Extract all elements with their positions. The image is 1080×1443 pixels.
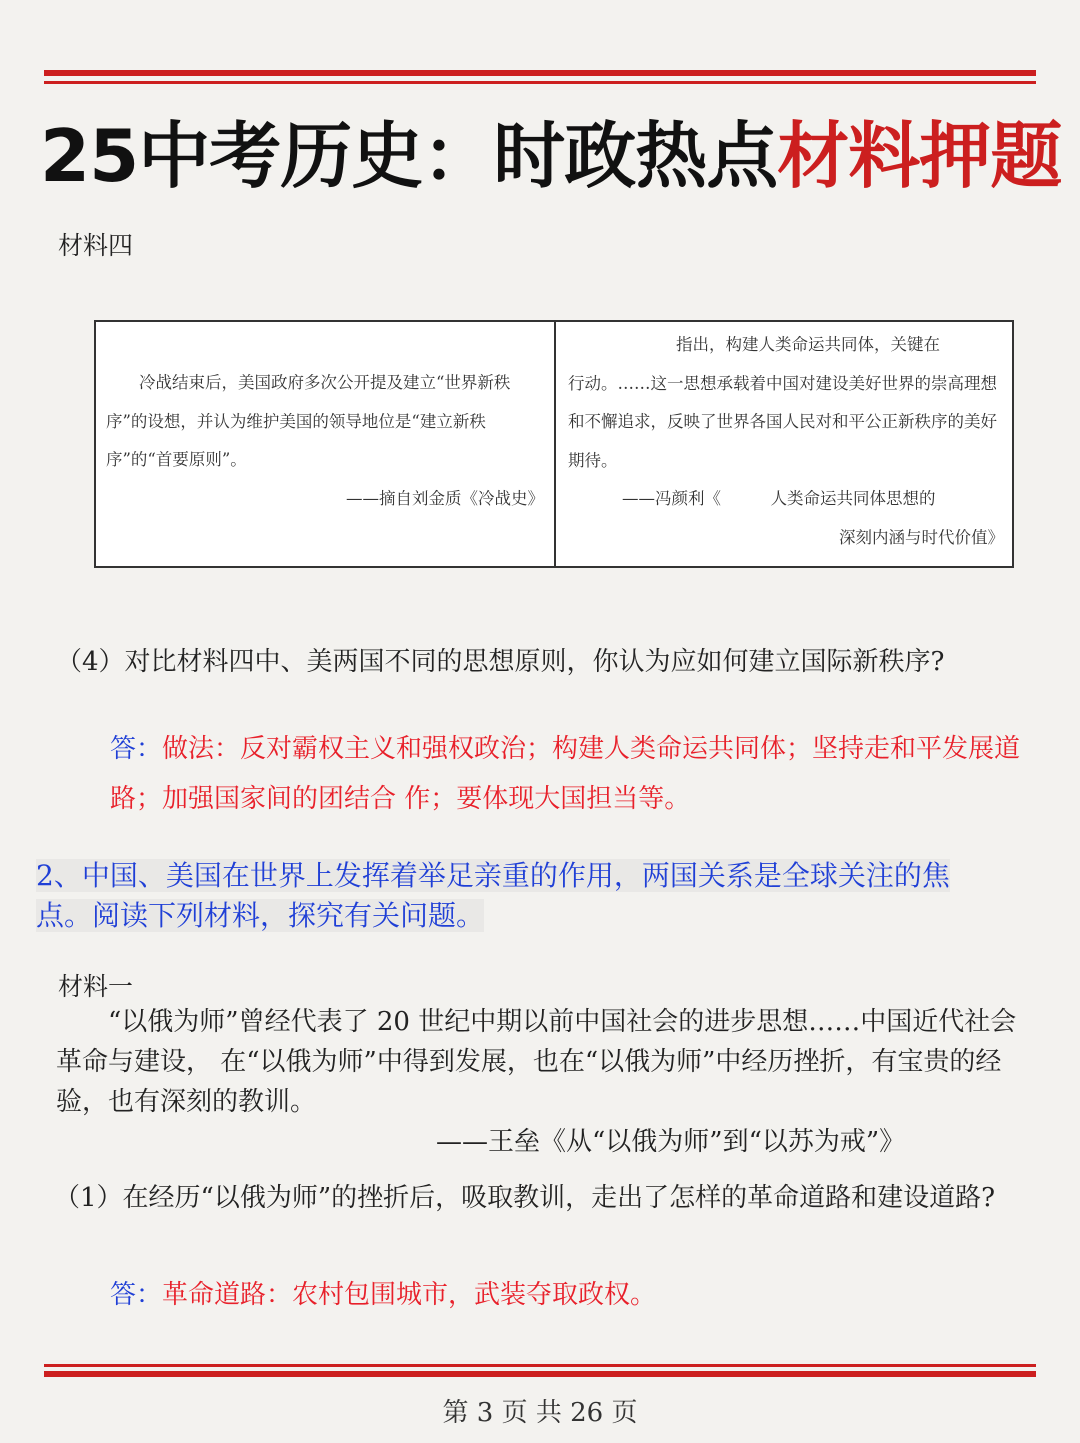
bottom-rule-thick — [44, 1371, 1036, 1377]
answer-label: 答： — [110, 734, 163, 764]
answer-text: 革命道路：农村包围城市，武装夺取政权。 — [162, 1280, 657, 1310]
quote-right-line1: 指出，构建人类命运共同体，关键在 — [676, 335, 940, 354]
page-title — [40, 108, 1062, 204]
quote-right-text: 行动。……这一思想承载着中国对建设美好世界的崇高理想和不懈追求，反映了世界各国人民对和平公正新秩序的美好期待。 — [568, 373, 997, 470]
bottom-rule-thin — [44, 1364, 1036, 1367]
material4-quote-box — [94, 320, 1014, 568]
question1-text: （1）在经历“以俄为师”的挫折后，吸取教训，走出了怎样的革命道路和建设道路? — [54, 1183, 996, 1213]
question1-answer — [110, 1270, 1040, 1320]
quote-right-source1: ——冯颜利《 人类命运共同体思想的 — [622, 489, 936, 508]
quote-left-text: 冷战结束后，美国政府多次公开提及建立“世界新秩序”的设想，并认为维护美国的领导地位是“建立新秩序”的“首要原则”。 — [106, 373, 511, 469]
material1-body — [56, 1002, 1026, 1162]
answer-label: 答： — [110, 1280, 163, 1310]
section2-intro — [36, 856, 996, 936]
title-black: 25中考历史：时政热点 — [40, 114, 778, 198]
material4-label: 材料四 — [58, 231, 134, 260]
quote-left — [106, 364, 544, 518]
box-divider — [554, 322, 556, 566]
section2-intro-text: 2、中国、美国在世界上发挥着举足亲重的作用，两国关系是全球关注的焦点。阅读下列材料，探究有关问题。 — [36, 859, 950, 932]
quote-left-source: ——摘自刘金质《冷战史》 — [346, 488, 544, 508]
material1-text: “以俄为师”曾经代表了 20 世纪中期以前中国社会的进步思想……中国近代社会革命与建设， 在“以俄为师”中得到发展，也在“以俄为师”中经历挫折，有宝贵的经验，也有深刻的教训。 — [56, 1007, 1017, 1117]
top-rule-thin — [44, 81, 1036, 84]
page-number: 第 3 页 共 26 页 — [442, 1398, 638, 1428]
question4-text: （4）对比材料四中、美两国不同的思想原则，你认为应如何建立国际新秩序? — [56, 647, 945, 677]
quote-right-source2: 深刻内涵与时代价值》 — [839, 527, 1004, 547]
question4-answer — [110, 724, 1040, 824]
answer-text: 做法：反对霸权主义和强权政治；构建人类命运共同体；坚持走和平发展道路；加强国家间的团结合 作；要体现大国担当等。 — [110, 734, 1021, 814]
top-rule-thick — [44, 70, 1036, 76]
material1-label: 材料一 — [58, 972, 134, 1001]
quote-right — [568, 326, 1004, 557]
material1-source: ——王垒《从“以俄为师”到“以苏为戒”》 — [436, 1127, 906, 1157]
title-red: 材料押题 — [777, 114, 1062, 198]
